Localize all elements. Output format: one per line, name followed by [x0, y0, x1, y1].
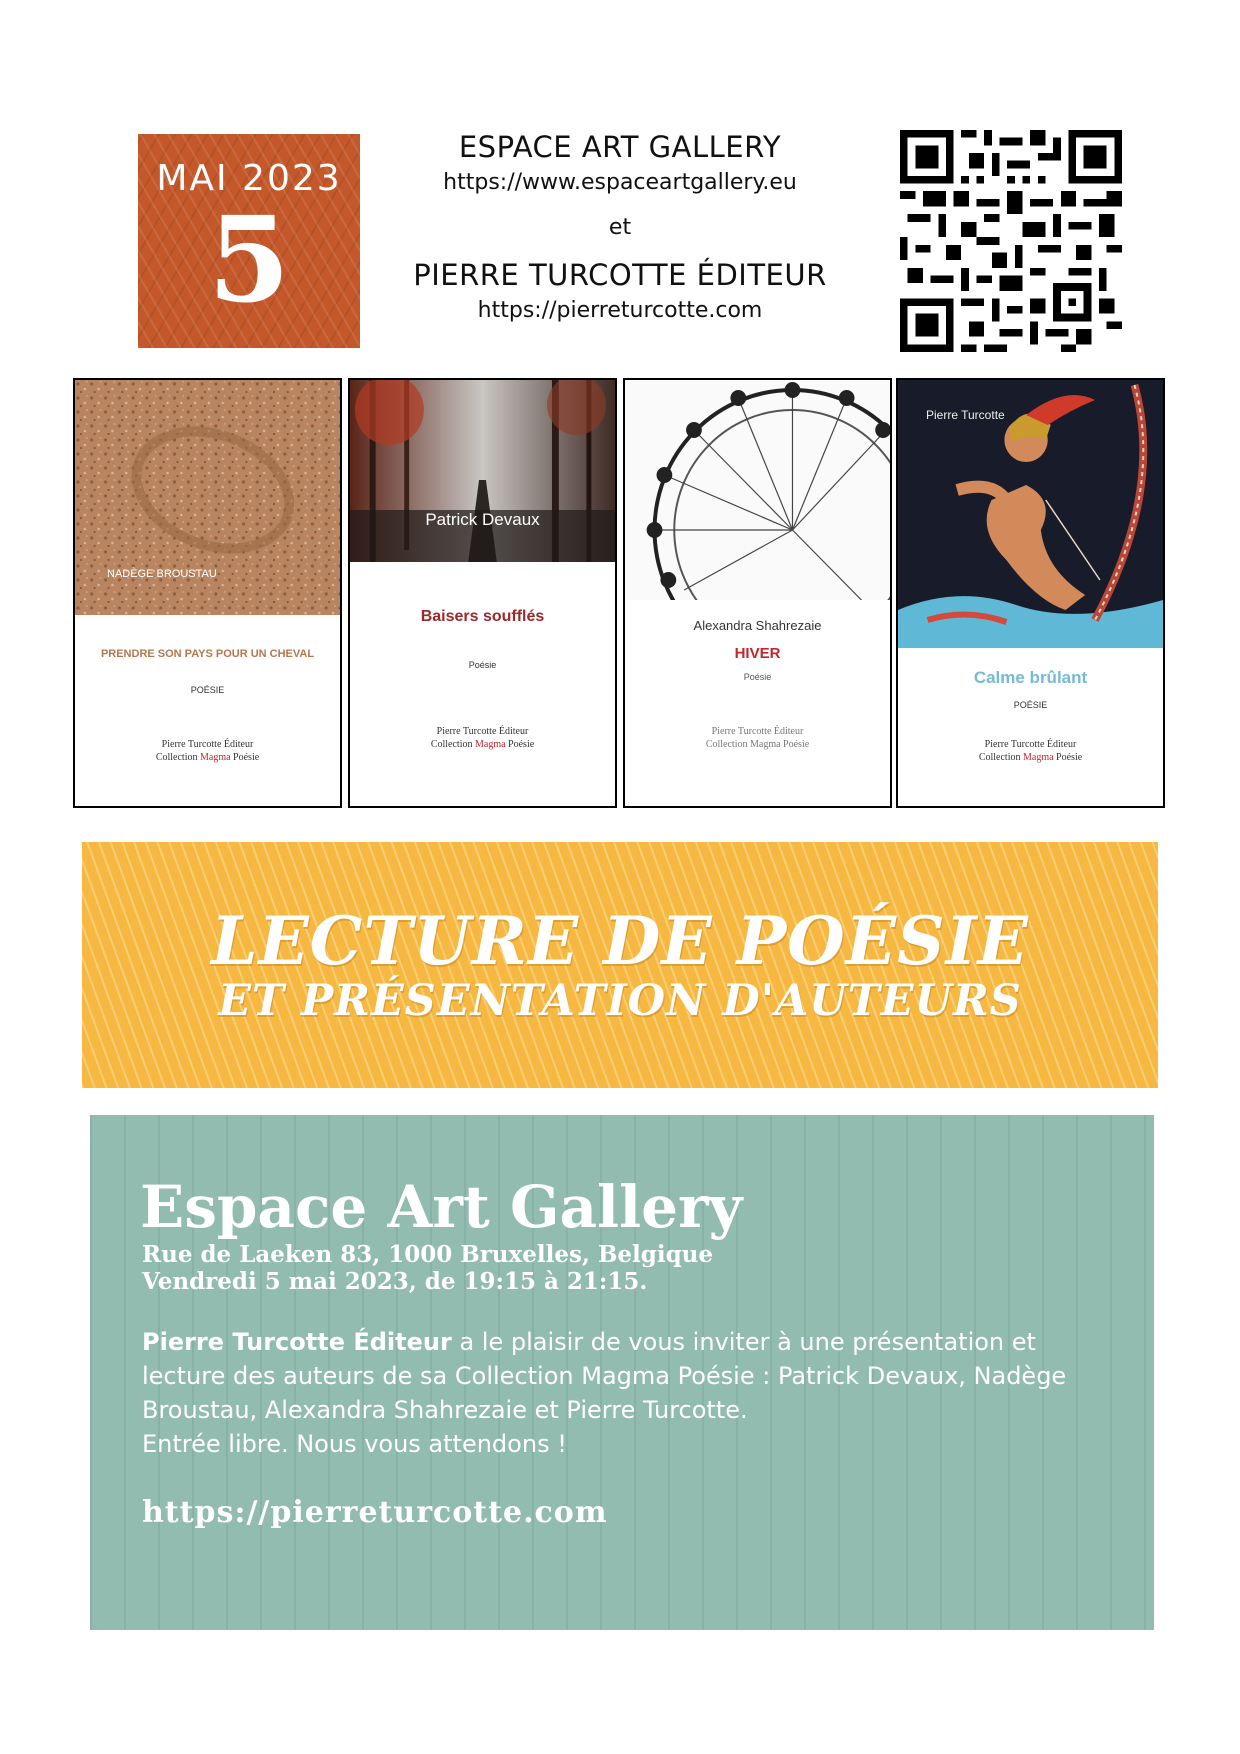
- book-genre: POÉSIE: [190, 685, 225, 695]
- invitation-body: a le plaisir de vous inviter à une présentation et lecture des auteurs de sa Collection Magma Poésie : Patrick Devaux, Nadège Broustau, Alexandra Shahrezaie et Pierre Turcotte.: [142, 1328, 1067, 1424]
- collection-prefix: Collection: [978, 752, 1023, 763]
- book-author: Pierre Turcotte: [926, 408, 1005, 422]
- org2-name: PIERRE TURCOTTE ÉDITEUR: [413, 258, 827, 292]
- book-publisher: [75, 738, 340, 764]
- header-info: [400, 130, 840, 323]
- footer-url[interactable]: https://pierreturcotte.com: [142, 1495, 608, 1530]
- org2-url[interactable]: https://pierreturcotte.com: [477, 298, 763, 323]
- collection-prefix: Collection: [430, 739, 475, 750]
- collection-name: Magma: [200, 752, 231, 763]
- book-cover-3[interactable]: [623, 378, 892, 808]
- collection-line: [350, 738, 615, 751]
- book-publisher: [625, 725, 890, 751]
- book-genre: Poésie: [743, 672, 772, 682]
- collection-name: Magma: [1023, 752, 1054, 763]
- forest-photo: [350, 380, 615, 562]
- publisher-name: Pierre Turcotte Éditeur: [161, 739, 254, 750]
- publisher-name: Pierre Turcotte Éditeur: [436, 726, 529, 737]
- date-month-year: MAI 2023: [156, 158, 342, 199]
- book-genre: Poésie: [468, 660, 497, 670]
- collection-prefix: Collection: [155, 752, 200, 763]
- book-author: Patrick Devaux: [425, 510, 540, 529]
- banner-title: LECTURE DE POÉSIE: [211, 902, 1029, 980]
- qr-code-icon[interactable]: [900, 130, 1122, 352]
- book-publisher: [898, 738, 1163, 764]
- book-title: Calme brûlant: [973, 668, 1088, 687]
- book-title: HIVER: [734, 645, 781, 662]
- venue-address: Rue de Laeken 83, 1000 Bruxelles, Belgique: [142, 1241, 714, 1268]
- collection-line: [898, 751, 1163, 764]
- book-publisher: [350, 725, 615, 751]
- ferris-wheel-photo: [625, 380, 890, 600]
- date-block: [138, 134, 360, 348]
- publisher-name: Pierre Turcotte Éditeur: [984, 739, 1077, 750]
- book-title: PRENDRE SON PAYS POUR UN CHEVAL: [100, 648, 315, 660]
- org1-name: ESPACE ART GALLERY: [458, 130, 782, 164]
- collection-name: Magma: [750, 739, 781, 750]
- venue-panel: [90, 1115, 1154, 1630]
- invitation-publisher: Pierre Turcotte Éditeur: [142, 1328, 452, 1356]
- book-author: NADÈGE BROUSTAU: [107, 568, 217, 580]
- banner-subtitle: ET PRÉSENTATION D'AUTEURS: [218, 976, 1022, 1026]
- collection-prefix: Collection: [705, 739, 750, 750]
- collection-suffix: Poésie: [1053, 752, 1083, 763]
- book-cover-2[interactable]: [348, 378, 617, 808]
- collection-line: [625, 738, 890, 751]
- collection-name: Magma: [475, 739, 506, 750]
- venue-name: Espace Art Gallery: [140, 1173, 743, 1241]
- venue-datetime: Vendredi 5 mai 2023, de 19:15 à 21:15.: [142, 1268, 648, 1295]
- book-genre: POÉSIE: [1013, 700, 1048, 710]
- invitation-close: Entrée libre. Nous vous attendons !: [142, 1430, 567, 1458]
- org1-url[interactable]: https://www.espaceartgallery.eu: [443, 170, 797, 195]
- publisher-name: Pierre Turcotte Éditeur: [711, 726, 804, 737]
- collection-suffix: Poésie: [230, 752, 260, 763]
- book-title: Baisers soufflés: [420, 608, 545, 625]
- book-cover-1[interactable]: [73, 378, 342, 808]
- invitation-text: [142, 1325, 1082, 1461]
- event-banner: [82, 842, 1158, 1088]
- collection-suffix: Poésie: [780, 739, 810, 750]
- conjunction: et: [608, 215, 632, 240]
- book-cover-4[interactable]: [896, 378, 1165, 808]
- collection-line: [75, 751, 340, 764]
- book-author: Alexandra Shahrezaie: [693, 618, 822, 633]
- collection-suffix: Poésie: [505, 739, 535, 750]
- date-day: 5: [207, 190, 291, 329]
- book-covers: [73, 378, 1169, 812]
